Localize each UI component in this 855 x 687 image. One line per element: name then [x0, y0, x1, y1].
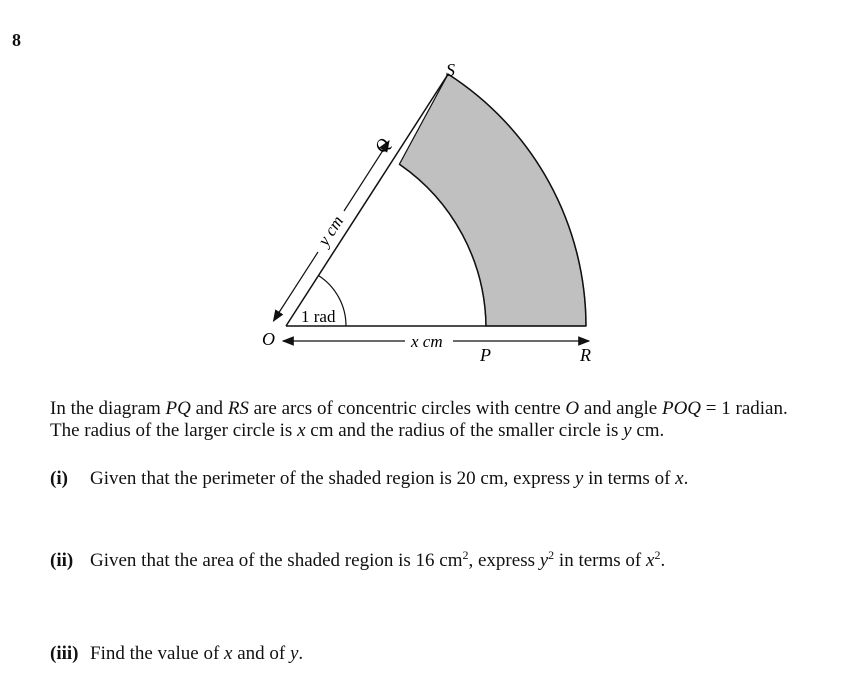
- label-Q: Q: [370, 134, 395, 157]
- intro-line-2: The radius of the larger circle is x cm and the radius of the smaller circle is y cm.: [50, 420, 665, 441]
- question-part-iii: (iii) Find the value of x and of y.: [50, 643, 304, 664]
- question-intro: [50, 398, 850, 442]
- label-R: R: [580, 345, 591, 365]
- label-O: O: [262, 329, 275, 349]
- question-part-ii: (ii) Given that the area of the shaded region is 16 $cm^2$, express $y^2$ in terms of $x^2$.: [50, 548, 666, 571]
- radius-OS: [286, 74, 448, 326]
- label-angle: 1 rad: [301, 307, 336, 326]
- label-S: S: [446, 60, 455, 80]
- part-label: (i): [50, 468, 68, 489]
- part-label: (ii): [50, 550, 74, 571]
- part-label: (iii): [50, 643, 79, 664]
- question-number: 8: [12, 30, 21, 50]
- question-part-i: (i) Given that the perimeter of the shaded region is 20 cm, express y in terms of x.: [50, 468, 689, 489]
- intro-line-1: In the diagram PQ and RS are arcs of concentric circles with centre O and angle POQ = 1 radian.: [50, 398, 788, 419]
- label-x-dimension: x cm: [411, 332, 443, 351]
- label-y-dimension: y cm: [314, 212, 348, 250]
- label-P: P: [480, 345, 491, 365]
